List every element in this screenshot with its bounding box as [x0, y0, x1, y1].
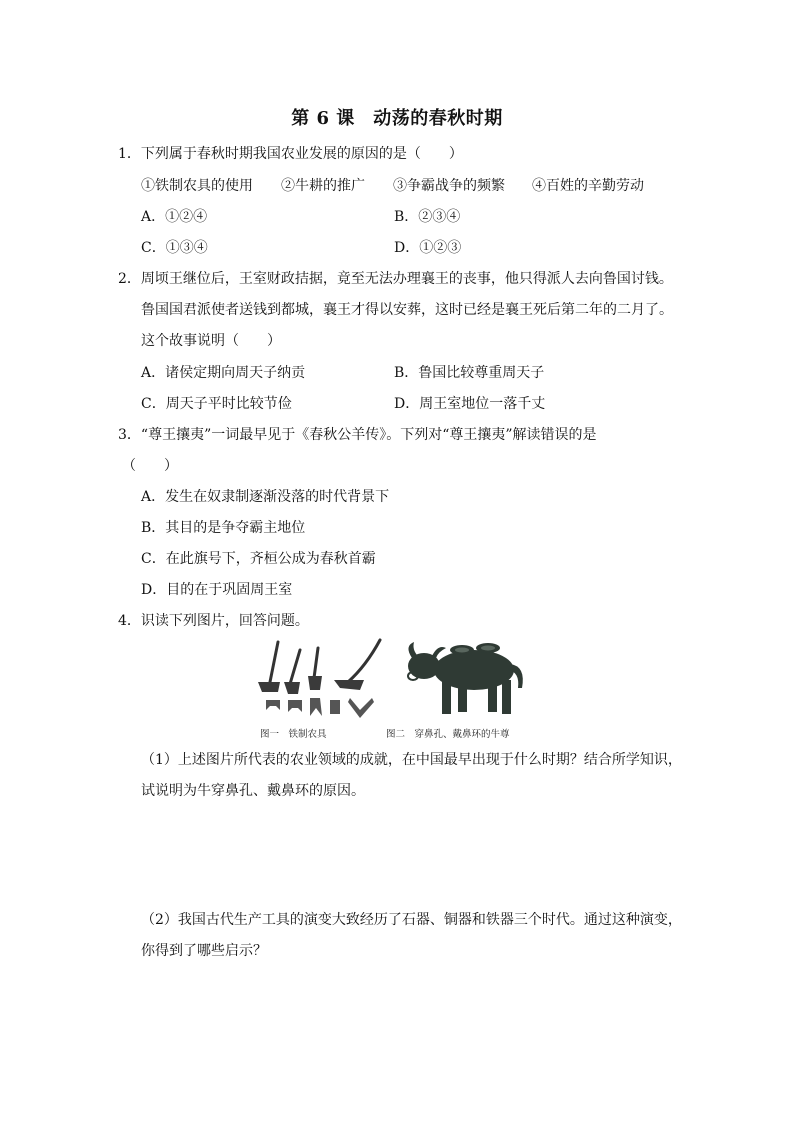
q3-option-d: D．目的在于巩固周王室 — [141, 582, 293, 598]
q3-option-b: B．其目的是争夺霸主地位 — [141, 520, 306, 536]
q1-item-1: ①铁制农具的使用 — [141, 178, 253, 194]
figure-1-caption: 图一 铁制农具 — [260, 729, 327, 740]
q1-option-b: B．②③④ — [394, 209, 461, 225]
q4-figure — [256, 636, 538, 742]
q3-option-c: C．在此旗号下，齐桓公成为春秋首霸 — [141, 551, 376, 567]
lesson-title: 第 6 课 动荡的春秋时期 — [291, 108, 503, 129]
q1-option-c: C．①③④ — [141, 240, 208, 256]
q1-item-3: ③争霸战争的频繁 — [393, 178, 505, 194]
ox-zun-image — [402, 636, 542, 724]
q4-sub1-line-1: （1）上述图片所代表的农业领域的成就，在中国最早出现于什么时期？结合所学知识， — [141, 752, 682, 768]
q3-line-2: （ ） — [122, 458, 178, 474]
q4-sub2-line-1: （2）我国古代生产工具的演变大致经历了石器、铜器和铁器三个时代。通过这种演变， — [141, 912, 682, 928]
q4-sub1-line-2: 试说明为牛穿鼻孔、戴鼻环的原因。 — [141, 783, 365, 799]
q3-line-1: 3．“尊王攘夷”一词最早见于《春秋公羊传》。下列对“尊王攘夷”解读错误的是 — [118, 427, 597, 443]
q2-line-2: 鲁国国君派使者送钱到都城，襄王才得以安葬，这时已经是襄王死后第二年的二月了。 — [141, 302, 673, 318]
q1-option-d: D．①②③ — [394, 240, 462, 256]
q1-option-a: A．①②④ — [141, 209, 208, 225]
q1-stem: 1．下列属于春秋时期我国农业发展的原因的是（ ） — [118, 146, 463, 162]
q2-line-1: 2．周顷王继位后，王室财政拮据，竟至无法办理襄王的丧事，他只得派人去向鲁国讨钱。 — [118, 271, 673, 287]
q2-option-b: B．鲁国比较尊重周天子 — [394, 365, 545, 381]
q2-option-d: D．周王室地位一落千丈 — [394, 396, 546, 412]
iron-tools-image — [256, 636, 388, 724]
q3-option-a: A．发生在奴隶制逐渐没落的时代背景下 — [141, 489, 390, 505]
q4-stem: 4．识读下列图片，回答问题。 — [118, 613, 309, 629]
q2-option-c: C．周天子平时比较节俭 — [141, 396, 292, 412]
q1-item-2: ②牛耕的推广 — [281, 178, 365, 194]
q1-item-4: ④百姓的辛勤劳动 — [532, 178, 644, 194]
q2-line-3: 这个故事说明（ ） — [141, 333, 281, 349]
figure-2-caption: 图二 穿鼻孔、戴鼻环的牛尊 — [386, 729, 510, 740]
q4-sub2-line-2: 你得到了哪些启示？ — [141, 943, 267, 959]
q2-option-a: A．诸侯定期向周天子纳贡 — [141, 365, 306, 381]
